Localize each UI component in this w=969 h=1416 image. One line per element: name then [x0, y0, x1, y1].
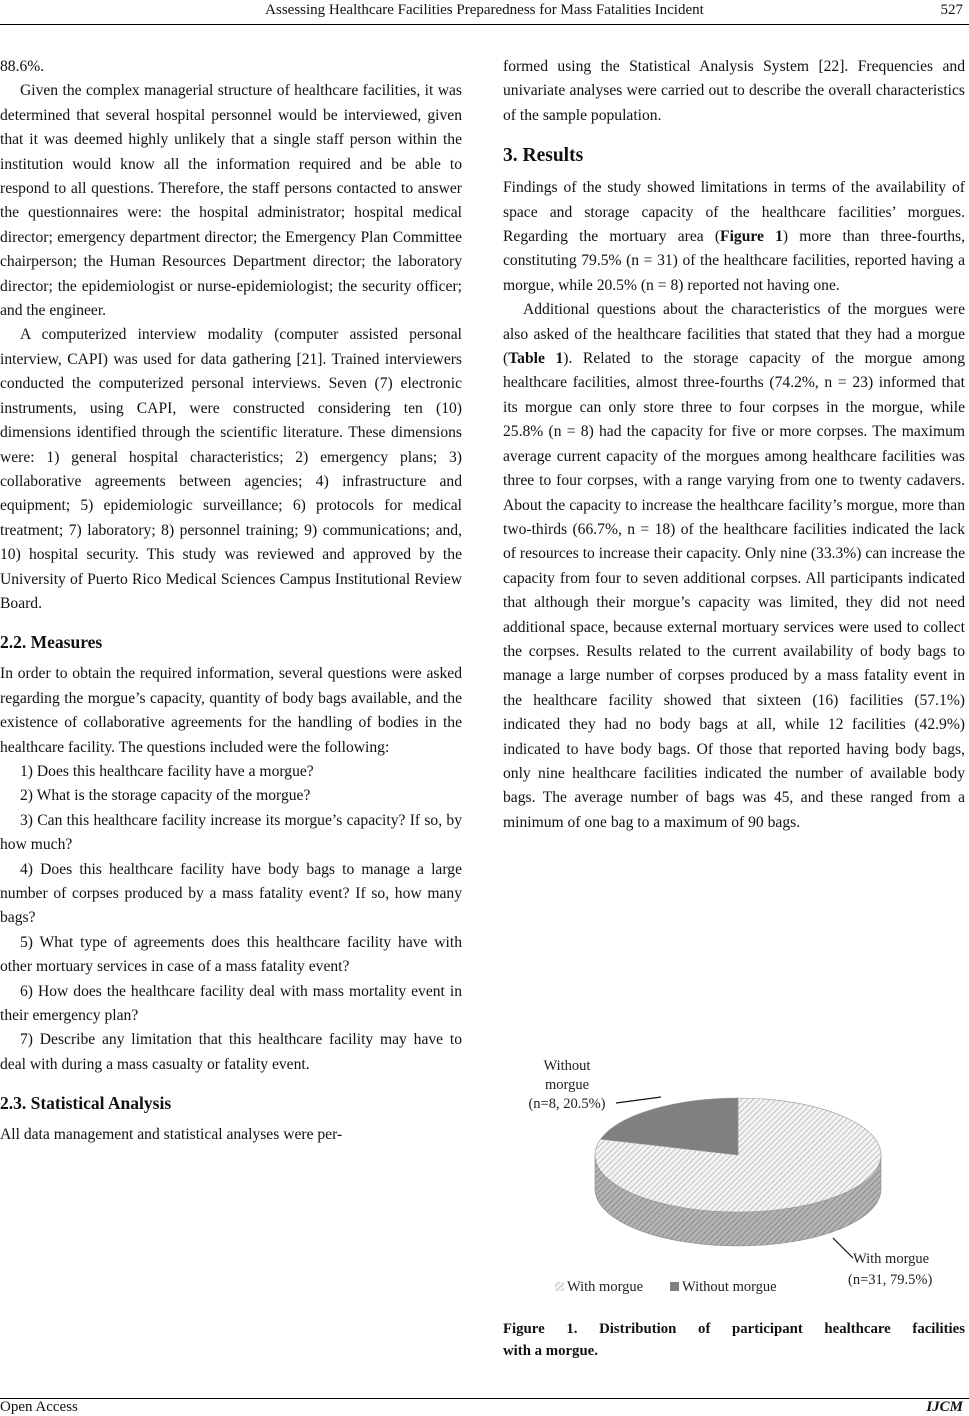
legend-swatch-without-morgue: [670, 1282, 679, 1291]
question-item: 2) What is the storage capacity of the morgue?: [20, 787, 311, 805]
running-title: Assessing Healthcare Facilities Preparedness for Mass Fatalities Incident: [265, 2, 704, 18]
left-column: [0, 55, 462, 1148]
paragraph: A computerized interview modality (computer assisted personal interview, CAPI) was used for data gathering [21]. Trained interviewers conducted the computerized personal interviews. Seven (7) electronic instruments, using CAPI, were constructed considering ten (10) dimensions identified through the scientific literature. These dimensions were: 1) general hospital characteristics; 2) emergency plans; 3) collaborative agreements between agencies; 4) infrastructure and equipment; 5) epidemiologic surveillance; 6) protocols for medical treatment; 7) laboratory; 8) personnel training; 9) communications; and, 10) hospital security. This study was reviewed and approved by the University of Puerto Rico Medical Sciences Campus Institutional Review Board.: [0, 326, 462, 612]
paragraph: All data management and statistical analyses were per-: [0, 1126, 343, 1144]
paragraph: Findings of the study showed limitations in terms of the availability of space and storage capacity of the healthcare facilities’ morgues. Regarding the mortuary area (Figure 1) more than three-fourths, constituting 79.5% (n = 31) of the healthcare facilities, reported having a morgue, while 20.5% (n = 8) reported not having one.: [503, 179, 965, 294]
page-footer: [0, 1398, 969, 1415]
pie-chart: [503, 1055, 965, 1315]
figure-reference[interactable]: Figure 1: [720, 228, 783, 246]
figure-caption: [503, 1318, 965, 1362]
caption-line-2: with a morgue.: [503, 1343, 598, 1359]
paragraph: formed using the Statistical Analysis System [22]. Frequencies and univariate analyses were carried out to describe the overall characteristics of the sample population.: [503, 58, 965, 124]
journal-abbreviation: IJCM: [926, 1399, 963, 1415]
leader-line-without-morgue: [616, 1097, 661, 1103]
right-column: [503, 55, 965, 835]
question-item: 3) Can this healthcare facility increase its morgue’s capacity? If so, by how much?: [0, 811, 462, 854]
leader-line-with-morgue: [833, 1238, 853, 1258]
data-label-with-morgue-line1: With morgue: [853, 1251, 930, 1267]
legend-swatch-with-morgue: [555, 1282, 564, 1291]
section-heading-measures: 2.2. Measures: [0, 632, 103, 653]
question-item: 1) Does this healthcare facility have a morgue?: [20, 762, 314, 780]
section-heading-results: 3. Results: [503, 145, 584, 167]
question-item: 5) What type of agreements does this healthcare facility have with other mortuary services in case of a mass fatality event?: [0, 933, 462, 976]
section-heading-statistical-analysis: 2.3. Statistical Analysis: [0, 1093, 172, 1114]
page-number: 527: [940, 2, 963, 18]
question-item: 7) Describe any limitation that this healthcare facility may have to deal with during a mass casualty or fatality event.: [0, 1031, 462, 1073]
question-item: 4) Does this healthcare facility have body bags to manage a large number of corpses produced by a mass fatality event? If so, how many bags?: [0, 860, 462, 927]
data-label-without-morgue-line3: (n=8, 20.5%): [528, 1096, 606, 1112]
data-label-without-morgue-line2: morgue: [544, 1077, 590, 1093]
paragraph: In order to obtain the required information, several questions were asked regarding the morgue’s capacity, quantity of body bags available, and the existence of collaborative agreements for the handling of bodies in the healthcare facility. The questions included were the following:: [0, 665, 462, 756]
paragraph: Given the complex managerial structure of healthcare facilities, it was determined that several hospital personnel would be interviewed, given that it was deemed highly unlikely that a single staff person within the institution would know all the information required and be able to respond to all questions. Therefore, the staff persons contacted to answer the questionnaires were: the hospital administrator; hospital medical director; emergency department director; the Emergency Plan Committee chairperson; the Human Resources Department director; the laboratory director; the epidemiologist or nurse-epidemiologist; the security officer; and the engineer.: [0, 82, 462, 320]
paragraph: 88.6%.: [0, 58, 45, 75]
data-label-without-morgue-line1: Without: [543, 1058, 591, 1074]
paragraph: Additional questions about the characteristics of the morgues were also asked of the healthcare facilities that stated that they had a morgue (Table 1). Related to the storage capacity of the morgue among healthcare facilities, almost three-fourths (74.2%, n = 23) informed that its morgue can only store three to four corpses in the morgue, while 25.8% (n = 8) had the capacity for five or more corpses. The maximum average current capacity of the morgues among healthcare facilities was three to four corpses, with a range varying from one to twenty cadavers. About the capacity to increase the healthcare facility’s morgue, more than two-thirds (66.7%, n = 18) of the healthcare facilities indicated the lack of resources to increase their capacity. Only nine (33.3%) can increase the capacity from four to seven additional corpses. All participants indicated that although their morgue’s capacity was limited, they did not need additional space, because external mortuary services were used to collect the corpses. Results related to the current availability of body bags to manage a large number of corpses produced by a mass fatality event in the healthcare facility showed that sixteen (16) facilities (57.1%) indicated they had no body bags at all, while 12 facilities (42.9%) indicated to have body bags. Of those that reported having body bags, only nine healthcare facilities indicated the number of available body bags. The average number of bags was 45, and these ranged from a minimum of one bag to a maximum of 90 bags.: [503, 301, 966, 831]
running-header: [0, 0, 969, 25]
data-label-with-morgue-line2: (n=31, 79.5%): [848, 1272, 933, 1288]
caption-line-1: Figure 1. Distribution of participant healthcare facilities: [503, 1321, 965, 1337]
legend-label-without-morgue: Without morgue: [682, 1279, 777, 1295]
legend-label-with-morgue: With morgue: [567, 1279, 644, 1295]
figure-1: [503, 1055, 965, 1315]
open-access-label: Open Access: [0, 1399, 78, 1415]
table-reference[interactable]: Table 1: [508, 350, 564, 368]
question-item: 6) How does the healthcare facility deal with mass mortality event in their emergency plan?: [0, 982, 462, 1025]
